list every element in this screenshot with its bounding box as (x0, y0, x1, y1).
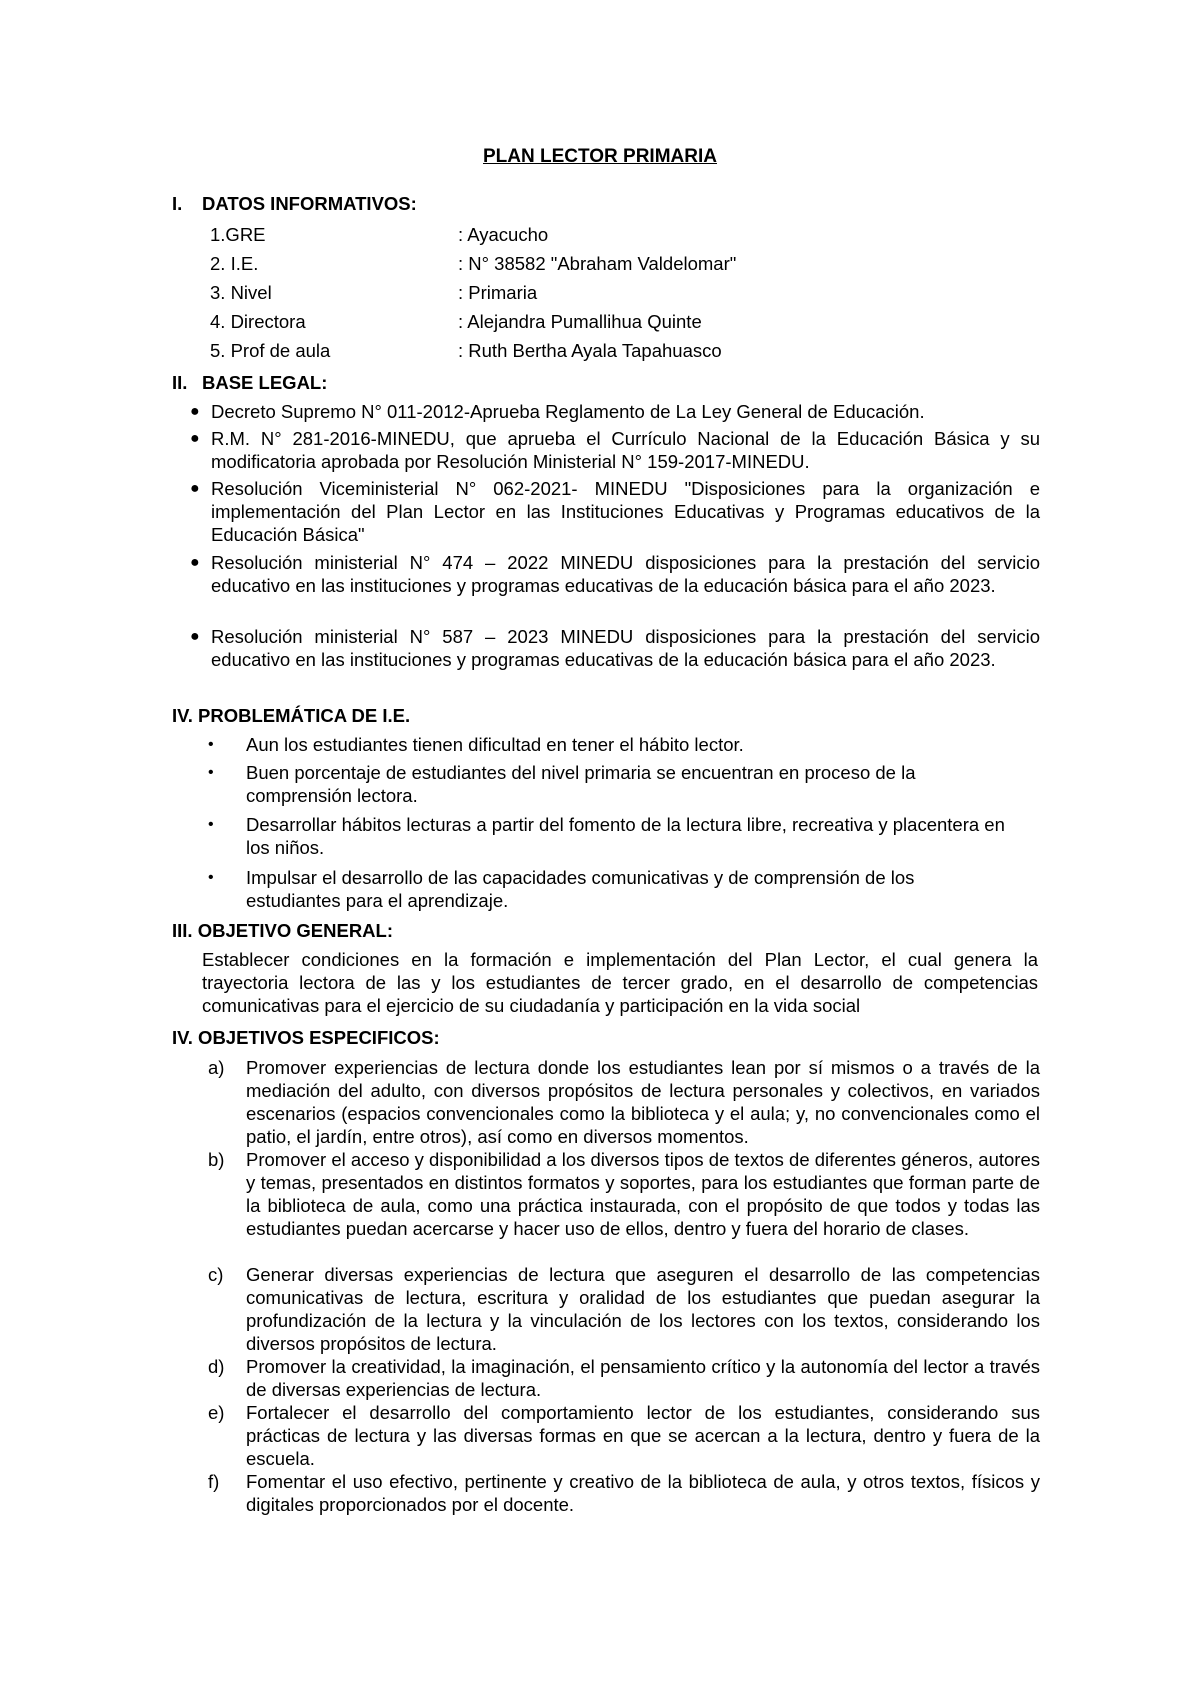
bullet-icon: ● (190, 554, 200, 571)
info-key: 4. Directora (210, 311, 306, 332)
list-item (208, 733, 1008, 756)
section-problematica-heading: IV. PROBLEMÁTICA DE I.E. (172, 705, 411, 726)
list-item-text: Promover el acceso y disponibilidad a los diversos tipos de textos de diferentes géneros, autores y temas, presentados en distintos formatos y soportes, para los estudiantes que forman parte de la biblioteca de aula, como una práctica instaurada, con el propósito de que todos y todas las estudiantes puedan acercarse y hacer uso de ellos, dentro y fuera del horario de clases. (246, 1149, 1040, 1239)
list-item (208, 813, 1008, 859)
list-item (208, 1401, 1040, 1470)
section-title: BASE LEGAL: (202, 372, 328, 393)
section-objetivo-general-heading: III. OBJETIVO GENERAL: (172, 920, 393, 941)
list-item (208, 761, 1008, 807)
list-item-label: a) (208, 1057, 225, 1078)
section-objetivos-especificos-heading: IV. OBJETIVOS ESPECIFICOS: (172, 1027, 440, 1048)
list-item-text: Resolución ministerial N° 474 – 2022 MINEDU disposiciones para la prestación del servicio educativo en las instituciones y programas educativas de la educación básica para el año 2023. (211, 552, 1040, 596)
list-item (208, 1263, 1040, 1355)
bullet-icon: ● (190, 480, 200, 497)
list-item (208, 1056, 1040, 1148)
info-value: : Primaria (458, 282, 538, 303)
info-value: : Alejandra Pumallihua Quinte (458, 311, 702, 332)
list-item (190, 400, 1040, 423)
info-row-prof (210, 339, 722, 362)
list-item-text: Decreto Supremo N° 011-2012-Aprueba Reglamento de La Ley General de Educación. (211, 401, 925, 422)
bullet-icon: • (208, 736, 214, 753)
list-item-label: d) (208, 1356, 225, 1377)
list-item-text: Promover experiencias de lectura donde los estudiantes lean por sí mismos o a través de la mediación del adulto, con diversos propósitos de lectura personales y colectivos, en variados escenarios (espacios convencionales como la biblioteca y el aula; y, no convencionales como el patio, el jardín, entre otros), así como en diversos momentos. (246, 1057, 1040, 1147)
document-title: PLAN LECTOR PRIMARIA (483, 146, 717, 167)
list-item (190, 551, 1040, 597)
list-item (208, 1148, 1040, 1240)
info-key: 2. I.E. (210, 253, 259, 274)
info-key: 3. Nivel (210, 282, 272, 303)
list-item-label: b) (208, 1149, 225, 1170)
list-item (190, 477, 1040, 546)
bullet-icon: • (208, 869, 214, 886)
section-datos-heading (172, 192, 417, 215)
section-number: I. (172, 193, 183, 214)
list-item-text: Desarrollar hábitos lecturas a partir del fomento de la lectura libre, recreativa y placentera en los niños. (246, 814, 1005, 858)
list-item (208, 1470, 1040, 1516)
bullet-icon: ● (190, 430, 200, 447)
list-item-text: R.M. N° 281-2016-MINEDU, que aprueba el Currículo Nacional de la Educación Básica y su modificatoria aprobada por Resolución Ministerial N° 159-2017-MINEDU. (211, 428, 1040, 472)
list-item-text: Aun los estudiantes tienen dificultad en tener el hábito lector. (246, 734, 744, 755)
bullet-icon: • (208, 816, 214, 833)
info-value: : N° 38582 "Abraham Valdelomar" (458, 253, 737, 274)
list-item-label: c) (208, 1264, 224, 1285)
list-item (190, 427, 1040, 473)
info-row-nivel (210, 281, 537, 304)
list-item-label: e) (208, 1402, 225, 1423)
list-item-text: Generar diversas experiencias de lectura que aseguren el desarrollo de las competencias comunicativas de lectura, escritura y oralidad de los estudiantes que puedan asegurar la profundización de la lectura y la vinculación de los lectores con los textos, considerando los diversos propósitos de lectura. (246, 1264, 1040, 1354)
info-key: 1.GRE (210, 224, 266, 245)
list-item-text: Fomentar el uso efectivo, pertinente y creativo de la biblioteca de aula, y otros textos, físicos y digitales proporcionados por el docente. (246, 1471, 1040, 1515)
section-number: II. (172, 372, 188, 393)
bullet-icon: ● (190, 403, 200, 420)
bullet-icon: ● (190, 628, 200, 645)
info-row-ie (210, 252, 736, 275)
section-title: DATOS INFORMATIVOS: (202, 193, 417, 214)
list-item-text: Fortalecer el desarrollo del comportamiento lector de los estudiantes, considerando sus prácticas de lectura y las diversas formas en que se acercan a la lectura, dentro y fuera de la escuela. (246, 1402, 1040, 1469)
list-item (190, 625, 1040, 671)
info-key: 5. Prof de aula (210, 340, 331, 361)
list-item-label: f) (208, 1471, 220, 1492)
section-base-legal-heading (172, 371, 327, 394)
info-value: : Ruth Bertha Ayala Tapahuasco (458, 340, 722, 361)
objetivo-general-text: Establecer condiciones en la formación e implementación del Plan Lector, el cual genera la trayectoria lectora de las y los estudiantes de tercer grado, en el desarrollo de competencias comunicativas para el ejercicio de su ciudadanía y participación en la vida social (202, 949, 1038, 1016)
list-item-text: Buen porcentaje de estudiantes del nivel primaria se encuentran en proceso de la comprensión lectora. (246, 762, 916, 806)
list-item-text: Resolución ministerial N° 587 – 2023 MINEDU disposiciones para la prestación del servicio educativo en las instituciones y programas educativas de la educación básica para el año 2023. (211, 626, 1040, 670)
bullet-icon: • (208, 764, 214, 781)
info-row-gre (210, 223, 548, 246)
info-row-directora (210, 310, 702, 333)
list-item-text: Impulsar el desarrollo de las capacidades comunicativas y de comprensión de los estudiantes para el aprendizaje. (246, 867, 915, 911)
list-item-text: Resolución Viceministerial N° 062-2021- MINEDU "Disposiciones para la organización e implementación del Plan Lector en las Instituciones Educativas y Programas educativos de la Educación Básica" (211, 478, 1040, 545)
list-item (208, 866, 1008, 912)
info-value: : Ayacucho (458, 224, 549, 245)
list-item-text: Promover la creatividad, la imaginación, el pensamiento crítico y la autonomía del lector a través de diversas experiencias de lectura. (246, 1356, 1040, 1400)
list-item (208, 1355, 1040, 1401)
